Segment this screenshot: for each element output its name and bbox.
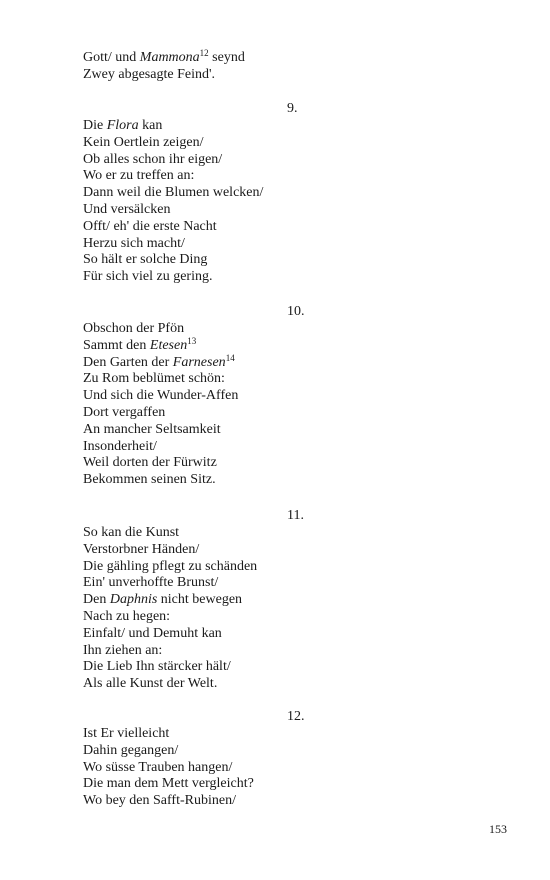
verse-line: Obschon der Pfön bbox=[83, 321, 185, 336]
verse-line: Dort vergaffen bbox=[83, 404, 166, 420]
verse-line: Wo er zu treffen an: bbox=[83, 168, 195, 184]
stanza-number: 12. bbox=[287, 709, 305, 724]
verse-line: Offt/ eh' die erste Nacht bbox=[83, 218, 217, 234]
verse-line: Den Daphnis nicht bewegen bbox=[83, 592, 243, 608]
verse-line: Und versälcken bbox=[83, 201, 171, 217]
verse-line: Als alle Kunst der Welt. bbox=[83, 676, 218, 692]
verse-line: Dahin gegangen/ bbox=[83, 742, 179, 758]
verse-line: An mancher Seltsamkeit bbox=[83, 421, 221, 437]
verse-line: Ist Er vielleicht bbox=[83, 726, 170, 741]
verse-line: So hält er solche Ding bbox=[83, 252, 208, 268]
verse-line: Herzu sich macht/ bbox=[83, 235, 185, 251]
verse-line: Nach zu hegen: bbox=[83, 608, 171, 624]
stanza-9 bbox=[83, 118, 463, 286]
stanza-number: 11. bbox=[287, 508, 304, 523]
verse-line: Weil dorten der Fürwitz bbox=[83, 455, 217, 471]
page-number: 153 bbox=[489, 822, 507, 836]
verse-line: Die man dem Mett vergleicht? bbox=[83, 776, 254, 792]
stanza-11 bbox=[83, 525, 463, 693]
verse-line: Kein Oertlein zeigen/ bbox=[83, 134, 204, 150]
stanza-10 bbox=[83, 321, 463, 489]
stanza-12 bbox=[83, 726, 463, 810]
verse-line: Zu Rom beblümet schön: bbox=[83, 371, 225, 387]
stanza-number: 9. bbox=[287, 101, 298, 116]
verse-line: Bekommen seinen Sitz. bbox=[83, 472, 216, 488]
verse-line: Einfalt/ und Demuht kan bbox=[83, 625, 222, 641]
verse-line: Die Flora kan bbox=[83, 118, 163, 133]
verse-line: Sammt den Etesen$^{13}$ bbox=[83, 335, 197, 353]
verse-line: Gott/ und Mammona$^{12}$ seynd bbox=[83, 48, 245, 65]
verse-line: Für sich viel zu gering. bbox=[83, 269, 213, 285]
verse-line: Insonderheit/ bbox=[83, 438, 157, 454]
stanza-continued bbox=[83, 50, 463, 84]
verse-line: Wo süsse Trauben hangen/ bbox=[83, 759, 233, 775]
verse-line: Ein' unverhoffte Brunst/ bbox=[83, 575, 219, 591]
verse-line: Zwey abgesagte Feind'. bbox=[83, 66, 215, 82]
verse-line: Die gähling pflegt zu schänden bbox=[83, 558, 258, 574]
verse-line: Die Lieb Ihn stärcker hält/ bbox=[83, 659, 231, 675]
verse-line: Den Garten der Farnesen$^{14}$ bbox=[83, 352, 235, 370]
verse-line: Wo bey den Safft-Rubinen/ bbox=[83, 793, 236, 809]
verse-line: Dann weil die Blumen welcken/ bbox=[83, 185, 264, 201]
verse-line: Ihn ziehen an: bbox=[83, 642, 163, 658]
stanza-number: 10. bbox=[287, 304, 305, 319]
verse-line: Und sich die Wunder-Affen bbox=[83, 388, 239, 404]
verse-line: So kan die Kunst bbox=[83, 525, 180, 540]
verse-line: Ob alles schon ihr eigen/ bbox=[83, 151, 223, 167]
verse-line: Verstorbner Händen/ bbox=[83, 541, 200, 557]
